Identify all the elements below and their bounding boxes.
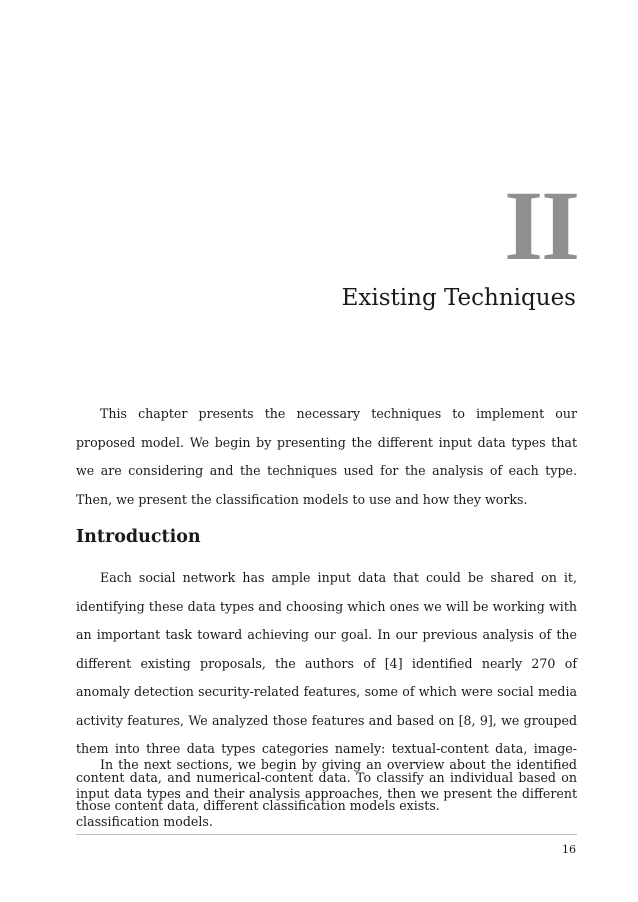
section-heading-introduction: Introduction xyxy=(76,527,201,547)
chapter-abstract: This chapter presents the necessary techniques to implement our proposed model. We begin by presenting the different input data types that we are considering and the techniques used for the analysis of each type. Then, we present the classification models to use and how they works. xyxy=(76,406,577,507)
paragraph-text: , we grouped them into three data types categories namely: textual-content data, image-content data, and numerical-content data. To classify an individual based on those content data, different classification models exists. xyxy=(76,712,578,813)
introduction-paragraph-2: In the next sections, we begin by giving an overview about the identified input data types and their analysis approaches, then we present the different classification models. xyxy=(76,757,577,829)
citation-link[interactable]: [4] xyxy=(384,655,403,671)
page-number: 16 xyxy=(562,843,576,856)
citation-link[interactable]: [8, 9] xyxy=(458,712,493,728)
chapter-title: Existing Techniques xyxy=(341,285,576,311)
footer-rule xyxy=(76,834,577,835)
paragraph-text: Each social network has ample input data that could be shared on it, identifying these data types and choosing which ones we will be working with an important task toward achieving our goal. In our previous analysis of the different existing proposals, the authors of xyxy=(76,570,577,671)
chapter-number: II xyxy=(504,170,578,281)
paragraph-text: identified nearly 270 of anomaly detection security-related features, some of which were social media activity features, We analyzed those features and based on xyxy=(76,655,577,728)
